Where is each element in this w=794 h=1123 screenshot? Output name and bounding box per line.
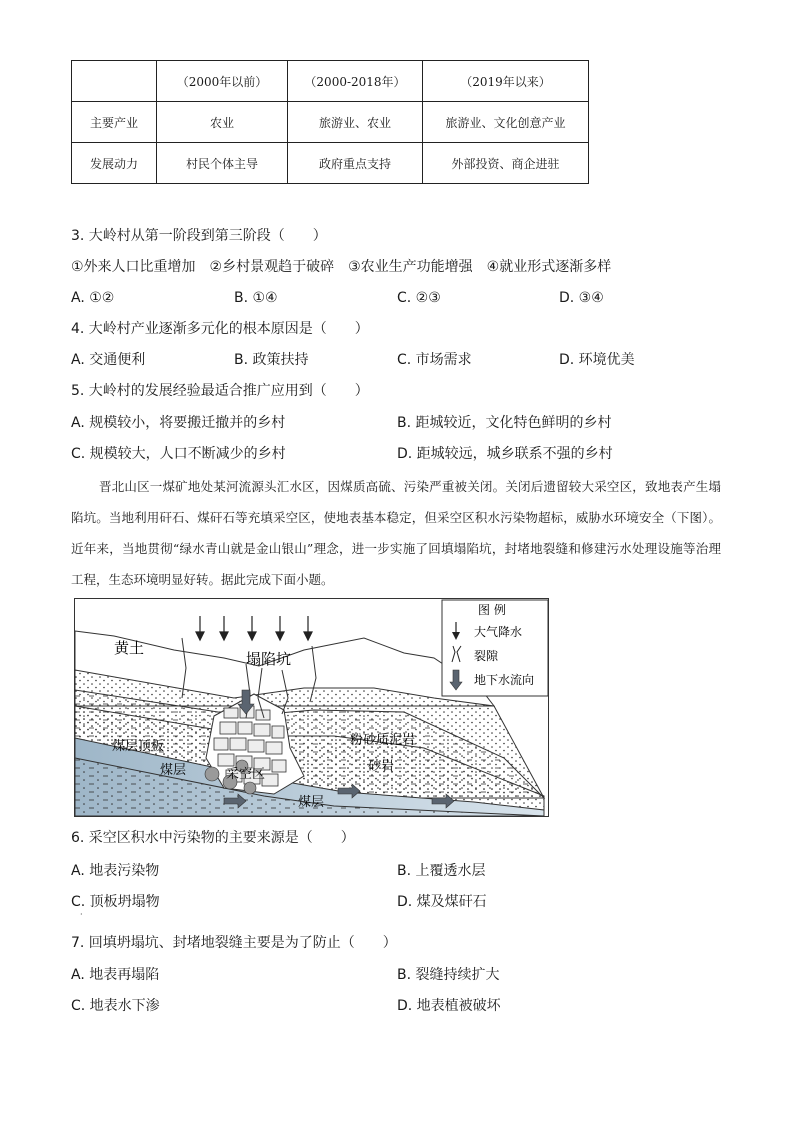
option-b: B. 距城较近，文化特色鲜明的乡村 bbox=[397, 415, 612, 431]
table-cell: （2000-2018年） bbox=[288, 61, 423, 102]
table-cell bbox=[72, 61, 157, 102]
table-cell: （2000年以前） bbox=[157, 61, 288, 102]
table-cell: 村民个体主导 bbox=[157, 143, 288, 184]
option-a: A. 地表再塌陷 bbox=[71, 967, 160, 983]
table-cell: 外部投资、商企进驻 bbox=[423, 143, 589, 184]
geology-cross-section-diagram bbox=[74, 598, 554, 820]
label-coal-seam-right: 煤层 bbox=[298, 795, 325, 810]
table-header-row bbox=[72, 61, 589, 102]
label-silty-mudstone: 粉砂质泥岩 bbox=[350, 733, 416, 748]
option-a: A. 交通便利 bbox=[71, 352, 146, 368]
table-cell: 旅游业、文化创意产业 bbox=[423, 102, 589, 143]
reading-passage: 晋北山区一煤矿地处某河流源头汇水区，因煤质高硫、污染严重被关闭。关闭后遗留较大采空区，致地表产生塌陷坑。当地利用矸石、煤矸石等充填采空区，使地表基本稳定，但采空区积水污染物超标，威胁水环境安全（下图）。近年来，当地贯彻“绿水青山就是金山银山”理念，进一步实施了回填塌陷坑，封堵地裂缝和修建污水处理设施等治理工程，生态环境明显好转。据此完成下面小题。 bbox=[71, 479, 721, 587]
label-subsidence-pit: 塌陷坑 bbox=[246, 650, 292, 668]
label-goaf: 采空区 bbox=[226, 767, 266, 782]
legend-title: 图 例 bbox=[478, 603, 506, 617]
table-cell: 主要产业 bbox=[72, 102, 157, 143]
label-sandstone: 砂岩 bbox=[368, 759, 395, 774]
question-3-stem: 3. 大岭村从第一阶段到第三阶段（ ） bbox=[71, 228, 327, 244]
table-cell: 旅游业、农业 bbox=[288, 102, 423, 143]
question-3-statements: ①外来人口比重增加 ②乡村景观趋于破碎 ③农业生产功能增强 ④就业形式逐渐多样 bbox=[71, 259, 612, 275]
development-stage-table bbox=[71, 60, 589, 184]
option-a: A. ①② bbox=[71, 290, 115, 306]
legend-item-precipitation: 大气降水 bbox=[474, 625, 523, 639]
option-b: B. 政策扶持 bbox=[234, 352, 309, 368]
option-d: D. 地表植被破坏 bbox=[397, 998, 501, 1014]
legend-item-fissure: 裂隙 bbox=[474, 649, 499, 663]
table-row bbox=[72, 143, 589, 184]
option-b: B. ①④ bbox=[234, 290, 278, 306]
table-cell: （2019年以来） bbox=[423, 61, 589, 102]
figure-legend bbox=[442, 600, 548, 696]
option-b: B. 上覆透水层 bbox=[397, 863, 486, 879]
question-5-stem: 5. 大岭村的发展经验最适合推广应用到（ ） bbox=[71, 383, 369, 399]
option-d: D. 距城较远，城乡联系不强的乡村 bbox=[397, 446, 613, 462]
stray-mark: · bbox=[80, 910, 83, 919]
option-d: D. 环境优美 bbox=[559, 352, 635, 368]
label-coal-seam-left: 煤层 bbox=[160, 763, 187, 778]
label-coal-roof: 煤层顶板 bbox=[112, 739, 165, 754]
question-6-stem: 6. 采空区积水中污染物的主要来源是（ ） bbox=[71, 830, 355, 846]
option-c: C. ②③ bbox=[397, 290, 441, 306]
option-c: C. 规模较大，人口不断减少的乡村 bbox=[71, 446, 286, 462]
option-c: C. 顶板坍塌物 bbox=[71, 894, 160, 910]
table-cell: 发展动力 bbox=[72, 143, 157, 184]
table-cell: 政府重点支持 bbox=[288, 143, 423, 184]
option-a: A. 规模较小，将要搬迁撤并的乡村 bbox=[71, 415, 286, 431]
question-4-stem: 4. 大岭村产业逐渐多元化的根本原因是（ ） bbox=[71, 321, 369, 337]
option-c: C. 市场需求 bbox=[397, 352, 472, 368]
table-cell: 农业 bbox=[157, 102, 288, 143]
option-d: D. ③④ bbox=[559, 290, 604, 306]
option-d: D. 煤及煤矸石 bbox=[397, 894, 487, 910]
option-a: A. 地表污染物 bbox=[71, 863, 160, 879]
legend-item-groundwater: 地下水流向 bbox=[474, 673, 535, 687]
table-row bbox=[72, 102, 589, 143]
option-b: B. 裂缝持续扩大 bbox=[397, 967, 500, 983]
question-7-stem: 7. 回填坍塌坑、封堵地裂缝主要是为了防止（ ） bbox=[71, 935, 397, 951]
option-c: C. 地表水下渗 bbox=[71, 998, 160, 1014]
label-loess: 黄土 bbox=[114, 639, 145, 657]
